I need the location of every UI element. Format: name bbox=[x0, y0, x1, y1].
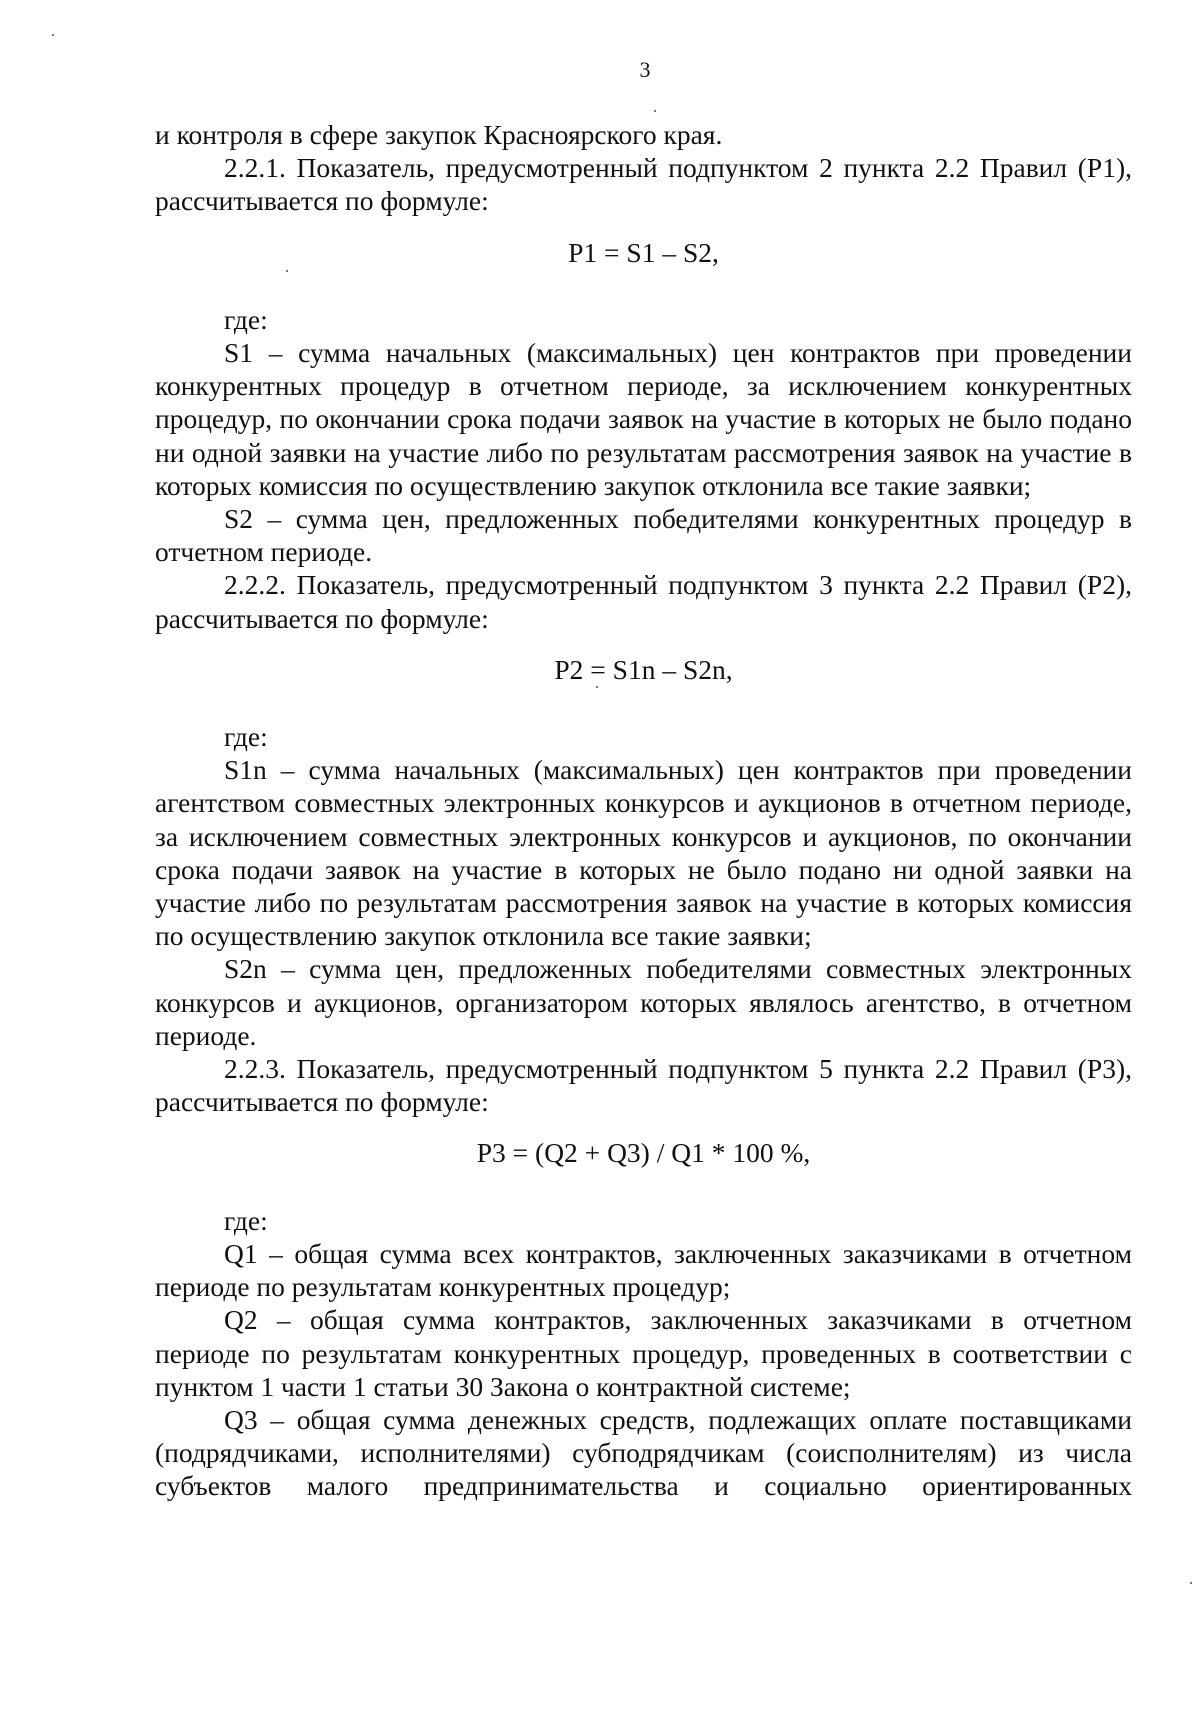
where-label-3: где: bbox=[224, 1204, 268, 1236]
paragraph-2-2-3: 2.2.3. Показатель, предусмотренный подпунктом 5 пункта 2.2 Правил (P3), рассчитывается по формуле: bbox=[155, 1053, 1132, 1118]
paragraph-continuation: и контроля в сфере закупок Красноярского края. bbox=[155, 119, 723, 150]
definition-s2: S2 – сумма цен, предложенных победителями конкурентных процедур в отчетном периоде. bbox=[155, 503, 1132, 568]
definition-s1: S1 – сумма начальных (максимальных) цен контрактов при проведении конкурентных процедур в отчетном периоде, за исключением конкурентных процедур, по окончании срока подачи заявок на участие в которых не было подано ни одной заявки на участие либо по результатам рассмотрения заявок на участие в которых комиссия по осуществлению закупок отклонила все такие заявки; bbox=[155, 337, 1132, 501]
page-number: 3 bbox=[639, 57, 651, 82]
scan-speck bbox=[52, 34, 54, 36]
scan-speck bbox=[596, 686, 598, 688]
formula-p3: P3 = (Q2 + Q3) / Q1 * 100 %, bbox=[476, 1137, 811, 1169]
definition-s1n: S1n – сумма начальных (максимальных) цен контрактов при проведении агентством совместных электронных конкурсов и аукционов в отчетном периоде, за исключением совместных электронных конкурсов и аукционов, по окончании срока подачи заявок на участие в которых не было подано ни одной заявки на участие либо по результатам рассмотрения заявок на участие в которых комиссия по осуществлению закупок отклонила все такие заявки; bbox=[155, 754, 1132, 952]
paragraph-2-2-1: 2.2.1. Показатель, предусмотренный подпунктом 2 пункта 2.2 Правил (P1), рассчитывается по формуле: bbox=[155, 152, 1132, 217]
where-label-2: где: bbox=[224, 721, 268, 753]
definition-q2: Q2 – общая сумма контрактов, заключенных заказчиками в отчетном периоде по результатам конкурентных процедур, проведенных в соответствии с пунктом 1 части 1 статьи 30 Закона о контрактной системе; bbox=[155, 1304, 1132, 1402]
definition-s2n: S2n – сумма цен, предложенных победителями совместных электронных конкурсов и аукционов, организатором которых являлось агентство, в отчетном периоде. bbox=[155, 953, 1132, 1051]
scan-speck bbox=[1190, 1582, 1192, 1584]
definition-q3: Q3 – общая сумма денежных средств, подлежащих оплате поставщиками (подрядчиками, исполнителями) субподрядчикам (соисполнителям) из числа субъектов малого предпринимательства и социально ориентированных bbox=[155, 1403, 1132, 1502]
scan-speck bbox=[286, 270, 288, 272]
where-label-1: где: bbox=[224, 303, 268, 335]
paragraph-2-2-2: 2.2.2. Показатель, предусмотренный подпунктом 3 пункта 2.2 Правил (P2), рассчитывается по формуле: bbox=[155, 569, 1132, 634]
formula-p1: P1 = S1 – S2, bbox=[568, 236, 719, 268]
definition-q1: Q1 – общая сумма всех контрактов, заключенных заказчиками в отчетном периоде по результатам конкурентных процедур; bbox=[155, 1237, 1132, 1303]
document-body bbox=[155, 118, 1132, 1503]
formula-p2: P2 = S1n – S2n, bbox=[554, 653, 733, 685]
scan-speck bbox=[654, 110, 656, 112]
